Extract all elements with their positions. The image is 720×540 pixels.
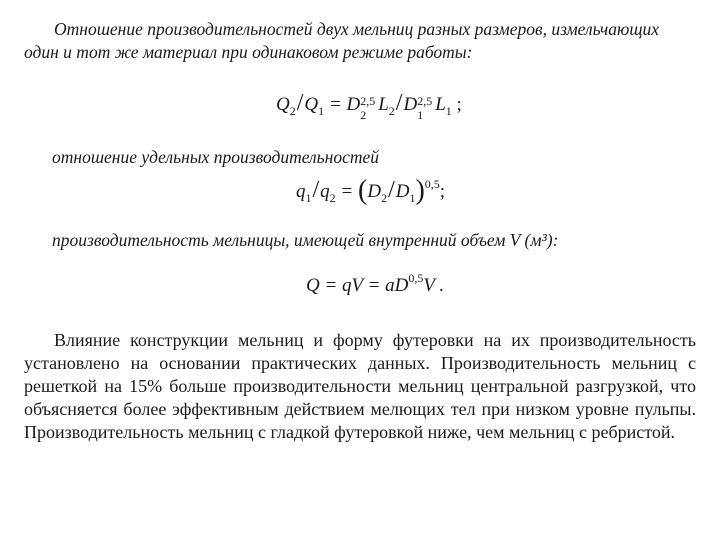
f1-l1: L	[435, 94, 446, 115]
f1-l2: L	[378, 94, 389, 115]
f2-equals: =	[340, 181, 354, 202]
f1-q2-sub: 2	[289, 104, 296, 118]
f1-d1-sup: 2,5	[417, 94, 433, 108]
f1-equals: =	[328, 94, 342, 115]
f1-d1: D	[403, 94, 418, 115]
f2-semicolon: ;	[439, 181, 446, 202]
formula-productivity-ratio	[276, 90, 462, 122]
f2-d2-sub: 2	[381, 191, 388, 205]
formula-specific-ratio	[296, 173, 445, 205]
f1-l2-sub: 2	[388, 104, 395, 118]
mill-productivity-heading: производительность мельницы, имеющей внутренний объем V (м³):	[52, 230, 559, 250]
f2-paren-close: )	[415, 175, 425, 206]
f2-d1-sub: 1	[409, 191, 416, 205]
intro-line-2: один и тот же материал при одинаковом режиме работы:	[24, 42, 473, 62]
f1-d2-sup: 2,5	[360, 94, 376, 108]
f1-slash-2: /	[395, 90, 403, 116]
f2-d1: D	[395, 181, 410, 202]
f1-q1: Q	[304, 94, 319, 115]
f2-q1-sub: 1	[305, 191, 312, 205]
f1-d2-sub: 2	[360, 108, 367, 122]
f1-q2: Q	[276, 94, 290, 115]
f2-exp: 0,5	[424, 177, 440, 191]
f2-q2-sub: 2	[329, 191, 336, 205]
intro-line-1: Отношение производительностей двух мельниц разных размеров, измельчающих	[54, 19, 660, 39]
f2-slash-1: /	[312, 177, 320, 203]
f1-q1-sub: 1	[318, 104, 325, 118]
intro-paragraph	[24, 18, 696, 64]
body-paragraph: Влияние конструкции мельниц и форму футеровки на их производительность установлено на основании практических данных. Производительность мельниц с решеткой на 15% больше производительности мельниц центральной разгрузкой, что объясняется более эффективным действием мелющих тел при низком уровне пульпы. Производительность мельниц с гладкой футеровкой ниже, чем мельниц с ребристой.	[24, 330, 696, 442]
formula-mill-productivity	[306, 271, 445, 297]
f2-d2: D	[367, 181, 382, 202]
f1-slash-1: /	[296, 90, 304, 116]
f1-d1-sub: 1	[417, 108, 424, 122]
f3-tail: V .	[423, 275, 445, 296]
f1-d2: D	[346, 94, 361, 115]
f2-paren-open: (	[358, 175, 368, 206]
f2-slash-2: /	[388, 177, 395, 203]
f1-semicolon: ;	[456, 94, 462, 115]
f1-l1-sub: 1	[445, 104, 452, 118]
f3-main: Q = qV = aD	[306, 275, 409, 296]
f3-exp: 0,5	[408, 271, 424, 285]
specific-productivity-heading: отношение удельных производительностей	[52, 147, 379, 167]
f2-q2: q	[320, 181, 330, 202]
f2-q1: q	[296, 181, 306, 202]
